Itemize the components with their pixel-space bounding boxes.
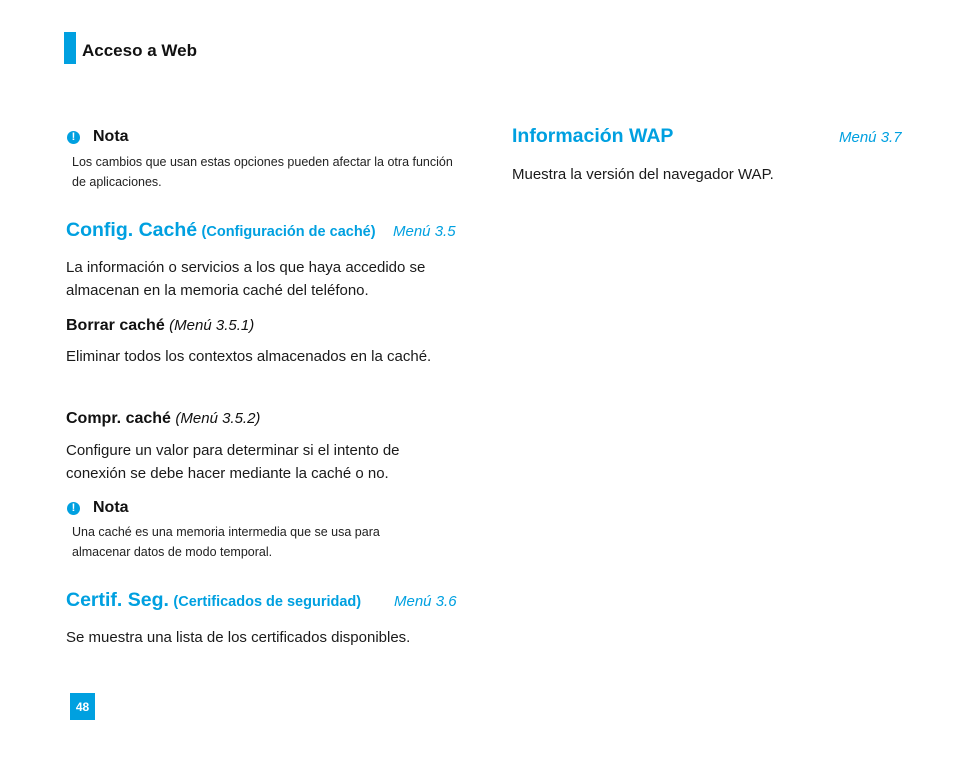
page-number: 48 [70, 693, 95, 720]
note-text: Los cambios que usan estas opciones pueden afectar la otra función de aplicaciones. [72, 155, 453, 189]
section-title-sub: (Configuración de caché) [201, 224, 376, 240]
note-label: Nota [93, 499, 129, 516]
section-title-main: Información WAP [512, 125, 674, 147]
note-heading [67, 128, 129, 146]
section-title-config-cache [66, 219, 376, 242]
note-text: Una caché es una memoria intermedia que se usa para almacenar datos de modo temporal. [72, 525, 380, 559]
section-title-info-wap [512, 125, 673, 148]
note-label: Nota [93, 128, 129, 145]
header-accent-bar [64, 32, 76, 64]
section-title-sub: (Certificados de seguridad) [173, 594, 362, 610]
menu-reference: Menú 3.6 [394, 593, 457, 610]
section-title-main: Config. Caché [66, 219, 198, 241]
subsection-title-main: Borrar caché [66, 317, 165, 334]
page-header-title: Acceso a Web [82, 41, 197, 60]
subsection-title-main: Compr. caché [66, 410, 171, 427]
section-body: Se muestra una lista de los certificados disponibles. [66, 629, 411, 646]
menu-reference: Menú 3.5 [393, 223, 456, 240]
menu-reference: Menú 3.7 [839, 129, 902, 146]
exclamation-icon: ! [67, 502, 80, 515]
subsection-title-compr-cache [66, 410, 260, 428]
subsection-title-borrar-cache [66, 317, 254, 335]
section-body: La información o servicios a los que haya accedido se almacenan en la memoria caché del teléfono. [66, 259, 426, 299]
section-title-main: Certif. Seg. [66, 589, 169, 611]
subsection-body: Eliminar todos los contextos almacenados en la caché. [66, 348, 432, 365]
subsection-menu-reference: (Menú 3.5.1) [169, 317, 255, 334]
note-heading [67, 499, 129, 517]
subsection-menu-reference: (Menú 3.5.2) [175, 410, 261, 427]
section-body: Muestra la versión del navegador WAP. [512, 166, 774, 183]
section-title-certif-seg [66, 589, 361, 612]
exclamation-icon: ! [67, 131, 80, 144]
subsection-body: Configure un valor para determinar si el intento de conexión se debe hacer mediante la caché o no. [66, 442, 400, 482]
